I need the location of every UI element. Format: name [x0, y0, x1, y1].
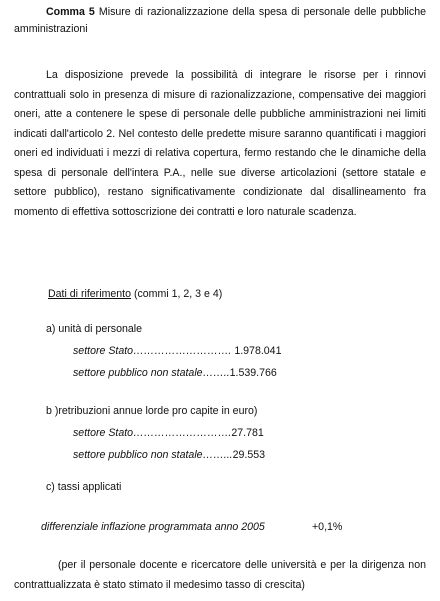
reference-title-underlined: Dati di riferimento [48, 288, 132, 300]
inflation-differential-label: differenziale inflazione programmata anno 2005 [41, 521, 265, 533]
section-c-label: c) tassi applicati [46, 481, 122, 493]
comma-label: Comma 5 [46, 6, 95, 18]
reference-title-rest: (commi 1, 2, 3 e 4) [131, 288, 223, 300]
inflation-differential-value: +0,1% [312, 521, 343, 533]
row-dots: …….. [202, 367, 230, 379]
row-value: 1.978.041 [234, 345, 282, 357]
row-label: settore Stato [73, 427, 134, 439]
row-label: settore pubblico non statale [73, 449, 203, 461]
section-b-row-pubblico [73, 447, 265, 464]
footnote-paragraph: (per il personale docente e ricercatore delle università e per la dirigenza non contrattualizzata è stato stimato il medesimo tasso di crescita) [14, 559, 426, 591]
section-b-row-stato [73, 425, 264, 442]
row-value: 1.539.766 [229, 367, 277, 379]
section-a-label: a) unità di personale [46, 323, 142, 335]
row-label: settore Stato [73, 345, 134, 357]
section-b-label: b )retribuzioni annue lorde pro capite in euro) [46, 405, 258, 417]
row-value: 29.553 [232, 449, 266, 461]
row-value: 27.781 [231, 427, 264, 439]
row-dots: ……... [202, 449, 233, 461]
section-a-row-stato [73, 343, 281, 360]
heading-title: Misure di razionalizzazione della spesa di personale delle pubbliche amministrazioni [14, 6, 426, 35]
row-dots: ………………………. [133, 345, 232, 357]
row-dots: ………………………. [133, 427, 232, 439]
reference-title [48, 286, 222, 303]
body-paragraph: La disposizione prevede la possibilità di integrare le risorse per i rinnovi contrattuali solo in presenza di misure di razionalizzazione, compensative dei maggiori oneri, atte a contenere le spese di personale delle pubbliche amministrazioni nei limiti indicati dall'articolo 2. Nel contesto delle predette misure saranno quantificati i maggiori oneri ed individuati i mezzi di relativa copertura, fermo restando che le dinamiche della spesa di personale dell'intera P.A., nelle sue diverse articolazioni (settore statale e settore pubblico), restano significativamente condizionate dal disallineamento fra momento di effettiva sottoscrizione dei contratti e loro naturale scadenza. [14, 69, 426, 218]
row-label: settore pubblico non statale [73, 367, 203, 379]
section-heading [14, 4, 426, 38]
section-a-row-pubblico [73, 365, 277, 382]
